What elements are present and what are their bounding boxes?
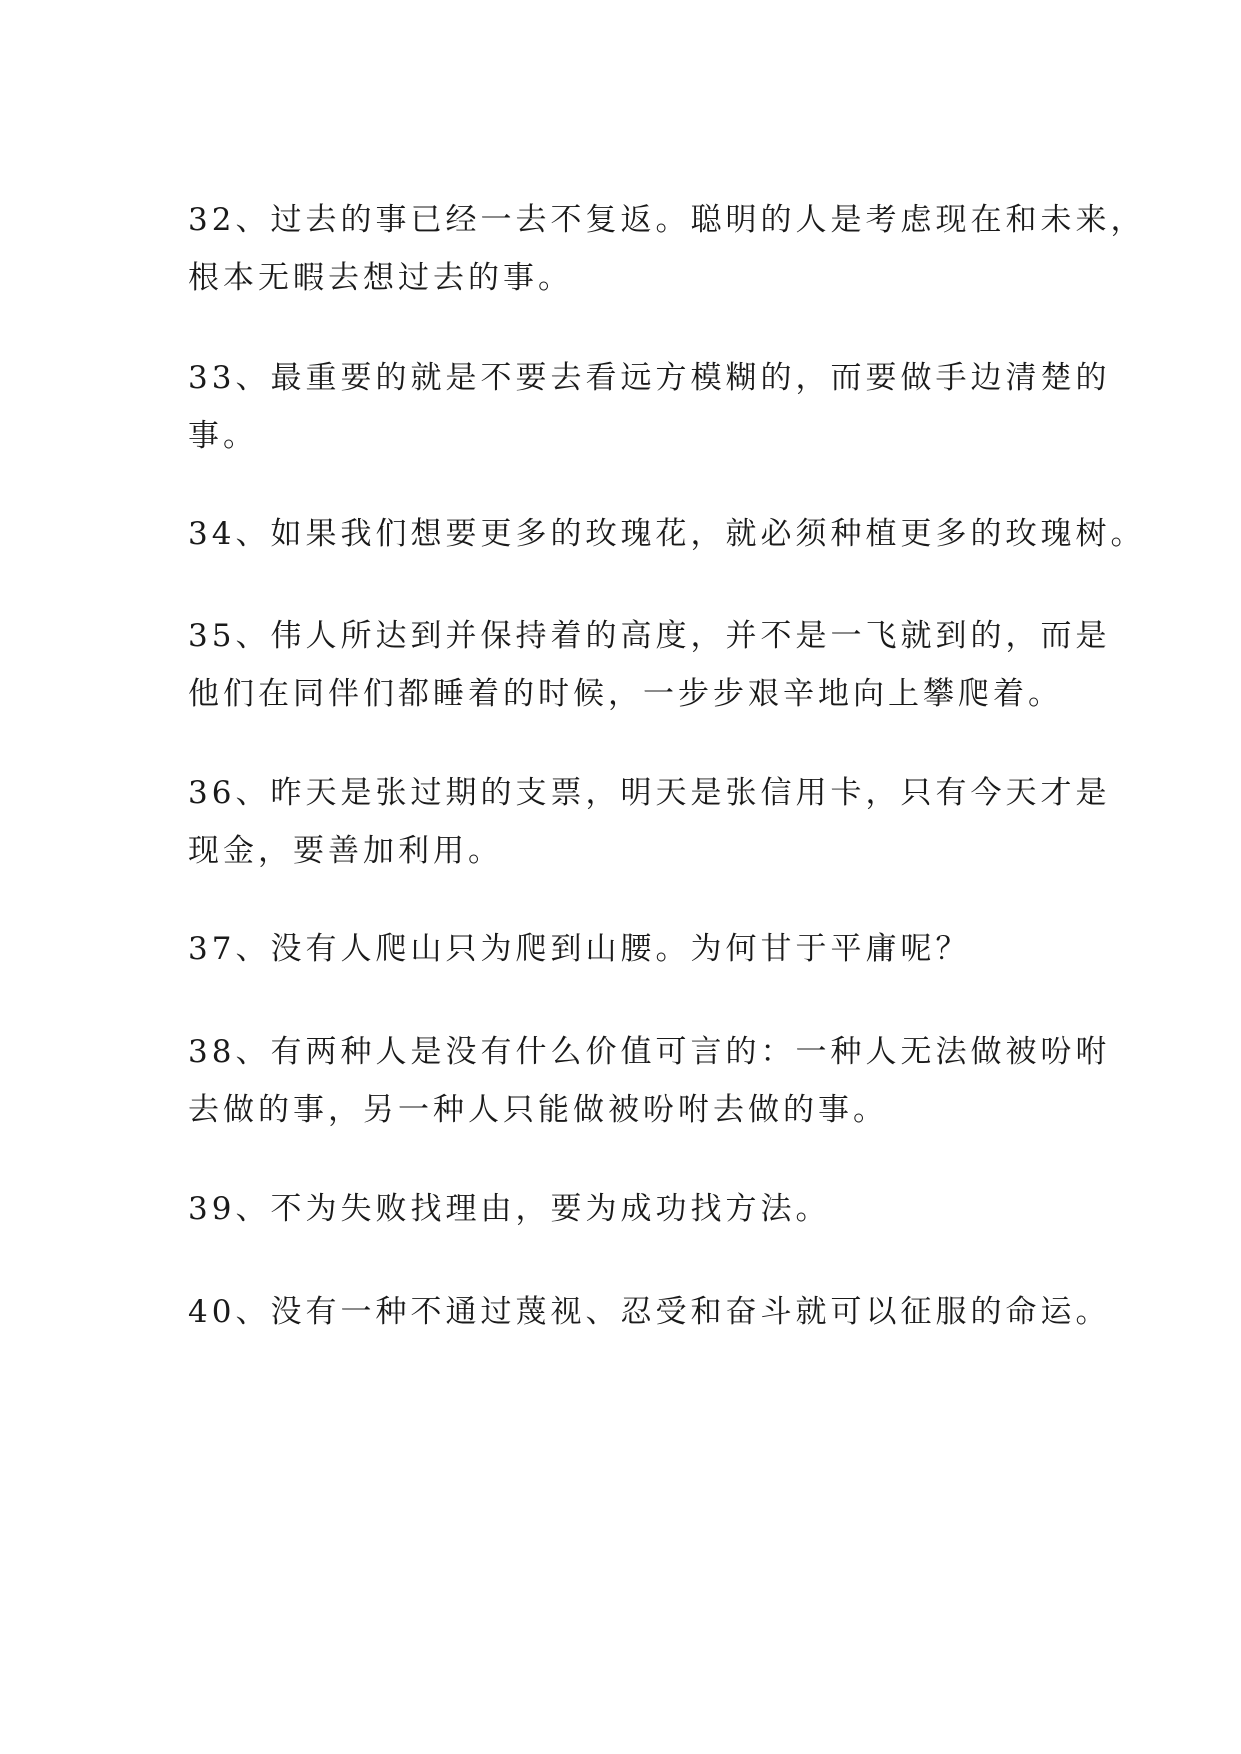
quote-line: 32、过去的事已经一去不复返。聪明的人是考虑现在和未来， xyxy=(188,202,1146,238)
quote-line: 35、伟人所达到并保持着的高度，并不是一飞就到的，而是 xyxy=(188,618,1111,654)
quote-line: 40、没有一种不通过蔑视、忍受和奋斗就可以征服的命运。 xyxy=(188,1294,1111,1330)
quote-36 xyxy=(188,764,1111,880)
quote-line: 现金，要善加利用。 xyxy=(188,833,503,869)
quote-34 xyxy=(188,505,1146,563)
quote-37 xyxy=(188,920,1078,978)
quote-line: 事。 xyxy=(188,418,258,454)
quote-35 xyxy=(188,607,1111,723)
quote-38 xyxy=(188,1023,1111,1139)
quote-line: 去做的事，另一种人只能做被吩咐去做的事。 xyxy=(188,1092,888,1128)
quote-line: 38、有两种人是没有什么价值可言的：一种人无法做被吩咐 xyxy=(188,1034,1111,1070)
quote-39 xyxy=(188,1180,1078,1238)
quote-line: 33、最重要的就是不要去看远方模糊的，而要做手边清楚的 xyxy=(188,360,1111,396)
quote-line: 34、如果我们想要更多的玫瑰花，就必须种植更多的玫瑰树。 xyxy=(188,516,1146,552)
quote-33 xyxy=(188,349,1111,465)
quote-line: 39、不为失败找理由，要为成功找方法。 xyxy=(188,1191,831,1227)
quote-line: 他们在同伴们都睡着的时候，一步步艰辛地向上攀爬着。 xyxy=(188,676,1063,712)
quote-40 xyxy=(188,1283,1111,1341)
quote-line: 36、昨天是张过期的支票，明天是张信用卡，只有今天才是 xyxy=(188,775,1111,811)
quote-line: 37、没有人爬山只为爬到山腰。为何甘于平庸呢？ xyxy=(188,931,971,967)
quote-line: 根本无暇去想过去的事。 xyxy=(188,260,573,296)
quote-32 xyxy=(188,191,1146,307)
